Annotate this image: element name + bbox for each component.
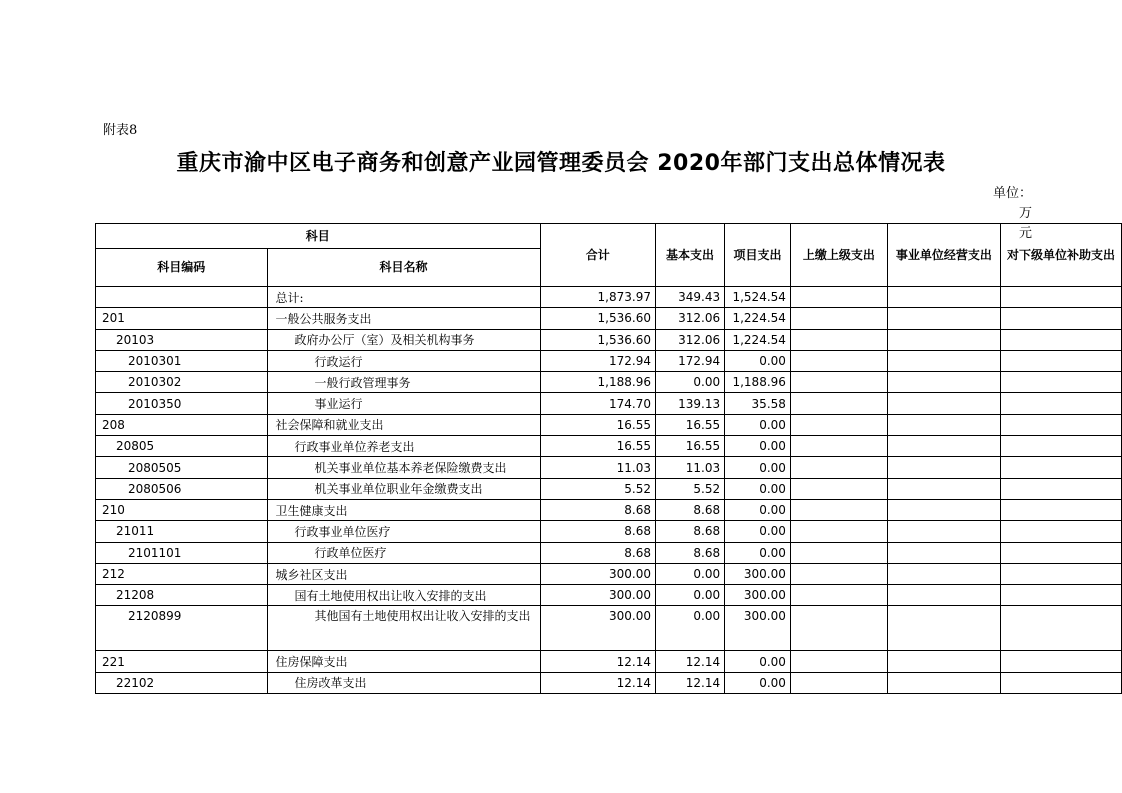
total-cell: 1,873.97 (540, 287, 655, 308)
header-total: 合计 (540, 224, 655, 287)
header-subsidy: 对下级单位补助支出 (1000, 224, 1121, 287)
subsidy-cell (1000, 521, 1121, 542)
project-cell: 35.58 (725, 393, 791, 414)
project-cell: 300.00 (725, 606, 791, 651)
subsidy-cell (1000, 350, 1121, 371)
subject-code-cell: 20805 (96, 436, 268, 457)
subsidy-cell (1000, 499, 1121, 520)
total-cell: 11.03 (540, 457, 655, 478)
table-row (96, 436, 1122, 457)
table-row (96, 350, 1122, 371)
table-row (96, 651, 1122, 672)
table-row (96, 542, 1122, 563)
basic-cell: 8.68 (655, 542, 724, 563)
project-cell: 0.00 (725, 521, 791, 542)
total-cell: 8.68 (540, 499, 655, 520)
business-cell (887, 672, 1000, 693)
upper-cell (790, 329, 887, 350)
subject-name-cell: 政府办公厅（室）及相关机构事务 (267, 329, 540, 350)
subject-name-cell: 事业运行 (267, 393, 540, 414)
business-cell (887, 478, 1000, 499)
basic-cell: 0.00 (655, 585, 724, 606)
total-cell: 5.52 (540, 478, 655, 499)
subsidy-cell (1000, 457, 1121, 478)
upper-cell (790, 436, 887, 457)
subject-code-cell: 22102 (96, 672, 268, 693)
basic-cell: 12.14 (655, 672, 724, 693)
subject-code-cell: 2010301 (96, 350, 268, 371)
business-cell (887, 436, 1000, 457)
subsidy-cell (1000, 308, 1121, 329)
attachment-label: 附表8 (103, 123, 138, 138)
business-cell (887, 457, 1000, 478)
upper-cell (790, 521, 887, 542)
total-cell: 8.68 (540, 542, 655, 563)
basic-cell: 349.43 (655, 287, 724, 308)
header-subject: 科目 (96, 224, 541, 249)
business-cell (887, 287, 1000, 308)
project-cell: 1,224.54 (725, 308, 791, 329)
upper-cell (790, 563, 887, 584)
subject-name-cell: 住房保障支出 (267, 651, 540, 672)
total-cell: 12.14 (540, 651, 655, 672)
subsidy-cell (1000, 436, 1121, 457)
subsidy-cell (1000, 329, 1121, 350)
subsidy-cell (1000, 542, 1121, 563)
project-cell: 0.00 (725, 478, 791, 499)
subject-code-cell: 2080505 (96, 457, 268, 478)
subject-code-cell: 208 (96, 414, 268, 435)
table-row (96, 478, 1122, 499)
upper-cell (790, 672, 887, 693)
business-cell (887, 393, 1000, 414)
subject-name-cell: 行政单位医疗 (267, 542, 540, 563)
header-project: 项目支出 (725, 224, 791, 287)
table-row (96, 308, 1122, 329)
business-cell (887, 542, 1000, 563)
business-cell (887, 585, 1000, 606)
table-row (96, 563, 1122, 584)
basic-cell: 312.06 (655, 329, 724, 350)
project-cell: 1,224.54 (725, 329, 791, 350)
total-cell: 1,188.96 (540, 372, 655, 393)
header-business: 事业单位经营支出 (887, 224, 1000, 287)
subject-name-cell: 机关事业单位职业年金缴费支出 (267, 478, 540, 499)
subsidy-cell (1000, 606, 1121, 651)
basic-cell: 0.00 (655, 372, 724, 393)
total-cell: 12.14 (540, 672, 655, 693)
subject-code-cell: 21011 (96, 521, 268, 542)
upper-cell (790, 308, 887, 329)
subject-name-cell: 社会保障和就业支出 (267, 414, 540, 435)
subsidy-cell (1000, 287, 1121, 308)
subject-code-cell: 2101101 (96, 542, 268, 563)
table-row (96, 414, 1122, 435)
subject-name-cell: 一般行政管理事务 (267, 372, 540, 393)
business-cell (887, 606, 1000, 651)
subject-name-cell: 卫生健康支出 (267, 499, 540, 520)
table-body (96, 287, 1122, 694)
project-cell: 0.00 (725, 457, 791, 478)
subject-code-cell: 221 (96, 651, 268, 672)
subject-code-cell: 2080506 (96, 478, 268, 499)
subject-name-cell: 一般公共服务支出 (267, 308, 540, 329)
project-cell: 0.00 (725, 350, 791, 371)
project-cell: 0.00 (725, 414, 791, 435)
project-cell: 0.00 (725, 672, 791, 693)
unit-line-2: 元 (1018, 226, 1032, 241)
subject-code-cell: 2010302 (96, 372, 268, 393)
table-row (96, 372, 1122, 393)
business-cell (887, 350, 1000, 371)
subject-name-cell: 总计: (267, 287, 540, 308)
total-cell: 16.55 (540, 436, 655, 457)
subject-name-cell: 城乡社区支出 (267, 563, 540, 584)
total-cell: 174.70 (540, 393, 655, 414)
subject-code-cell: 212 (96, 563, 268, 584)
project-cell: 0.00 (725, 436, 791, 457)
total-cell: 1,536.60 (540, 329, 655, 350)
upper-cell (790, 585, 887, 606)
business-cell (887, 499, 1000, 520)
subsidy-cell (1000, 651, 1121, 672)
upper-cell (790, 542, 887, 563)
project-cell: 1,524.54 (725, 287, 791, 308)
subsidy-cell (1000, 563, 1121, 584)
header-upper: 上缴上级支出 (790, 224, 887, 287)
subject-name-cell: 机关事业单位基本养老保险缴费支出 (267, 457, 540, 478)
subject-code-cell: 2010350 (96, 393, 268, 414)
subject-name-cell: 住房改革支出 (267, 672, 540, 693)
business-cell (887, 563, 1000, 584)
upper-cell (790, 350, 887, 371)
table-row (96, 585, 1122, 606)
subject-name-cell: 行政运行 (267, 350, 540, 371)
project-cell: 0.00 (725, 499, 791, 520)
table-row (96, 672, 1122, 693)
subsidy-cell (1000, 414, 1121, 435)
upper-cell (790, 651, 887, 672)
upper-cell (790, 372, 887, 393)
upper-cell (790, 287, 887, 308)
table-row (96, 521, 1122, 542)
business-cell (887, 308, 1000, 329)
total-cell: 300.00 (540, 563, 655, 584)
table-header (96, 224, 1122, 287)
subject-code-cell (96, 287, 268, 308)
subject-code-cell: 21208 (96, 585, 268, 606)
subject-code-cell: 2120899 (96, 606, 268, 651)
upper-cell (790, 499, 887, 520)
project-cell: 300.00 (725, 585, 791, 606)
subsidy-cell (1000, 585, 1121, 606)
basic-cell: 5.52 (655, 478, 724, 499)
project-cell: 0.00 (725, 651, 791, 672)
subject-name-cell: 国有土地使用权出让收入安排的支出 (267, 585, 540, 606)
basic-cell: 16.55 (655, 436, 724, 457)
project-cell: 0.00 (725, 542, 791, 563)
page-title: 重庆市渝中区电子商务和创意产业园管理委员会 2020年部门支出总体情况表 (176, 151, 946, 176)
total-cell: 300.00 (540, 606, 655, 651)
business-cell (887, 521, 1000, 542)
subject-code-cell: 210 (96, 499, 268, 520)
upper-cell (790, 414, 887, 435)
subject-code-cell: 201 (96, 308, 268, 329)
unit-line-1: 单位：万 (992, 186, 1032, 221)
basic-cell: 8.68 (655, 521, 724, 542)
header-basic: 基本支出 (655, 224, 724, 287)
expenditure-table (95, 223, 1122, 694)
total-cell: 8.68 (540, 521, 655, 542)
table-row (96, 499, 1122, 520)
basic-cell: 12.14 (655, 651, 724, 672)
basic-cell: 0.00 (655, 563, 724, 584)
subject-name-cell: 其他国有土地使用权出让收入安排的支出 (267, 606, 540, 651)
basic-cell: 0.00 (655, 606, 724, 651)
basic-cell: 16.55 (655, 414, 724, 435)
subject-name-cell: 行政事业单位养老支出 (267, 436, 540, 457)
total-cell: 16.55 (540, 414, 655, 435)
basic-cell: 11.03 (655, 457, 724, 478)
basic-cell: 8.68 (655, 499, 724, 520)
business-cell (887, 372, 1000, 393)
subsidy-cell (1000, 393, 1121, 414)
upper-cell (790, 606, 887, 651)
basic-cell: 139.13 (655, 393, 724, 414)
business-cell (887, 329, 1000, 350)
table-row (96, 606, 1122, 651)
table-row (96, 457, 1122, 478)
subsidy-cell (1000, 478, 1121, 499)
subsidy-cell (1000, 372, 1121, 393)
header-subject-code: 科目编码 (96, 249, 268, 287)
subject-code-cell: 20103 (96, 329, 268, 350)
subsidy-cell (1000, 672, 1121, 693)
header-subject-name: 科目名称 (267, 249, 540, 287)
total-cell: 1,536.60 (540, 308, 655, 329)
table-row (96, 393, 1122, 414)
total-cell: 300.00 (540, 585, 655, 606)
business-cell (887, 651, 1000, 672)
project-cell: 300.00 (725, 563, 791, 584)
upper-cell (790, 393, 887, 414)
business-cell (887, 414, 1000, 435)
basic-cell: 172.94 (655, 350, 724, 371)
upper-cell (790, 457, 887, 478)
subject-name-cell: 行政事业单位医疗 (267, 521, 540, 542)
upper-cell (790, 478, 887, 499)
basic-cell: 312.06 (655, 308, 724, 329)
table-row (96, 287, 1122, 308)
total-cell: 172.94 (540, 350, 655, 371)
project-cell: 1,188.96 (725, 372, 791, 393)
table-row (96, 329, 1122, 350)
